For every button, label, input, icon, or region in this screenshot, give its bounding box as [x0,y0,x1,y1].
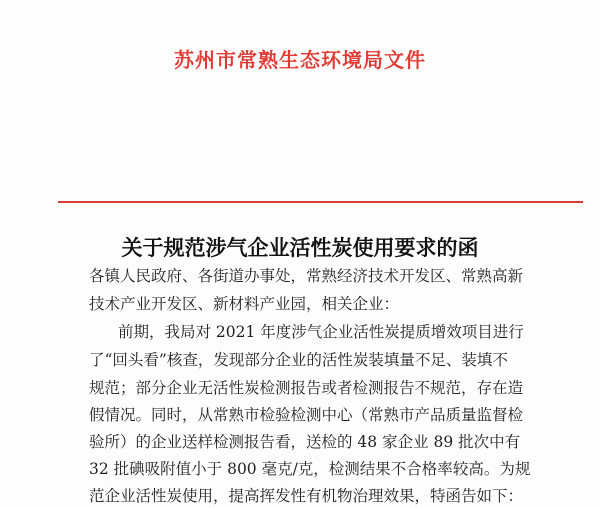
red-divider-line [58,201,583,203]
body-line-2: 了“回头看”核查，发现部分企业的活性炭装填量不足、装填不 [89,351,508,369]
body-line-3: 规范；部分企业无活性炭检测报告或者检测报告不规范，存在造 [89,379,524,397]
document-header-title: 苏州市常熟生态环境局文件 [174,48,426,72]
addressee-line-1: 各镇人民政府、各街道办事处，常熟经济技术开发区、常熟高新 [89,267,524,285]
body-line-6: 32 批碘吸附值小于 800 毫克/克，检测结果不合格率较高。为规 [89,460,531,478]
document-title: 关于规范涉气企业活性炭使用要求的函 [121,235,479,260]
body-line-7: 范企业活性炭使用，提高挥发性有机物治理效果，特函告如下： [89,487,524,505]
body-line-4: 假情况。同时，从常熟市检验检测中心（常熟市产品质量监督检 [89,406,524,424]
addressee-line-2: 技术产业开发区、新材料产业园，相关企业： [89,295,400,313]
body-line-1: 前期，我局对 2021 年度涉气企业活性炭提质增效项目进行 [118,323,524,341]
body-line-5: 验所）的企业送样检测报告看，送检的 48 家企业 89 批次中有 [89,433,521,451]
